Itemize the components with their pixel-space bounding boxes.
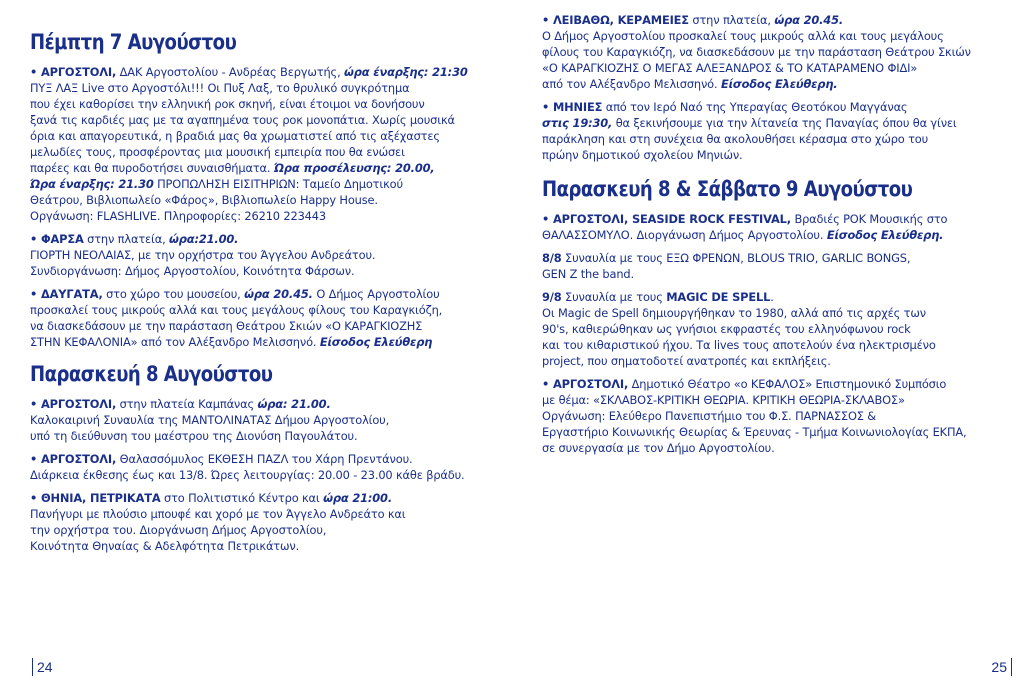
event-text: ΓΙΟΡΤΗ ΝΕΟΛΑΙΑΣ, με την ορχήστρα του Άγγελου Ανδρεάτου.	[30, 248, 376, 262]
event-text: που έχει καθορίσει την ελληνική ροκ σκηνή, είναι έτοιμοι να δονήσουν	[30, 97, 425, 111]
bullet: •	[30, 491, 41, 505]
heading-friday-8-august: Παρασκευή 8 Αυγούστου	[30, 362, 273, 386]
event-place: ΑΡΓΟΣΤΟΛΙ,	[40, 452, 117, 466]
event-time: ώρα:21.00.	[169, 232, 239, 246]
event-argostoli-symposium	[542, 376, 1006, 456]
event-time: στις 19:30,	[542, 116, 613, 130]
event-text: παράκληση και στη συνέχεια θα ακολουθήσει κέρασμα στο χώρο του	[542, 132, 929, 146]
event-text: και του κιθαριστικού ήχου. Τα lives τους αποτελούν ένα ηλεκτρισμένο	[542, 338, 936, 352]
event-place: ΔΑΥΓΑΤΑ,	[40, 287, 103, 301]
free-entry: Είσοδος Ελεύθερη	[319, 335, 433, 349]
event-place: ΦΑΡΣΑ	[40, 232, 84, 246]
bullet: •	[30, 397, 41, 411]
event-date: 8/8	[542, 251, 562, 265]
event-argostoli-puzzle-exhibition	[30, 451, 490, 483]
event-text: Συναυλία με τους ΕΞΩ ΦΡΕΝΩΝ, BLOUS TRIO, GARLIC BONGS,	[561, 251, 911, 265]
event-time: ώρα: 21.00.	[257, 397, 331, 411]
arrival-time: Ώρα προσέλευσης: 20.00,	[273, 161, 435, 175]
bullet: •	[542, 100, 553, 114]
event-text: project, που σηματοδοτεί ανατροπές και εκπλήξεις.	[542, 354, 831, 368]
event-text: υπό τη διεύθυνση του μαέστρου της Διονύση Παγουλάτου.	[30, 429, 358, 443]
page-number-right: 25	[991, 658, 1012, 676]
event-text: φίλους του Καραγκιόζη, να διασκεδάσουν με την παράσταση Θεάτρου Σκιών	[542, 45, 971, 59]
event-text: θα ξεκινήσουμε για την λίτανεία της Παναγίας όπου θα γίνει	[612, 116, 957, 130]
event-seaside-rock-festival	[542, 211, 1006, 243]
event-time: ώρα 20.45.	[774, 13, 844, 27]
event-text: Καλοκαιρινή Συναυλία της ΜΑΝΤΟΛΙΝΑΤΑΣ Δήμου Αργοστολίου,	[30, 413, 390, 427]
event-text: «Ο ΚΑΡΑΓΚΙΟΖΗΣ Ο ΜΕΓΑΣ ΑΛΕΞΑΝΔΡΟΣ & ΤΟ ΚΑΤΑΡΑΜΕΝΟ ΦΙΔΙ»	[542, 61, 918, 75]
event-text: GEN Z the band.	[542, 267, 634, 281]
event-text: με θέμα: «ΣΚΛΑΒΟΣ-ΚΡΙΤΙΚΗ ΘΕΩΡΙΑ. ΚΡΙΤΙΚΗ ΘΕΩΡΙΑ-ΣΚΛΑΒΟΣ»	[542, 393, 905, 407]
free-entry: Είσοδος Ελεύθερη.	[826, 228, 944, 242]
event-place: ΑΡΓΟΣΤΟΛΙ,	[40, 65, 117, 79]
event-text: στην πλατεία Καμπάνας	[116, 397, 258, 411]
event-text: προσκαλεί τους μικρούς αλλά και τους μεγάλους φίλους του Καραγκιόζη,	[30, 303, 443, 317]
event-minies	[542, 99, 1006, 163]
event-date: 9/8	[542, 290, 562, 304]
event-text: Ο Δήμος Αργοστολίου	[312, 287, 440, 301]
heading-friday-saturday-8-9-august: Παρασκευή 8 & Σάββατο 9 Αυγούστου	[542, 177, 913, 201]
bullet: •	[30, 452, 41, 466]
event-text: στο χώρο του μουσείου,	[102, 287, 245, 301]
right-column	[542, 12, 1006, 463]
event-text: στην πλατεία,	[688, 13, 775, 27]
event-text: Ο Δήμος Αργοστολίου προσκαλεί τους μικρούς αλλά και τους μεγάλους	[542, 29, 944, 43]
event-text: στο Πολιτιστικό Κέντρο και	[160, 491, 324, 505]
event-leivatho-kerameies	[542, 12, 1006, 92]
event-text: από τον Ιερό Ναό της Υπεραγίας Θεοτόκου Μαγγάνας	[602, 100, 908, 114]
event-thinia-petrikata	[30, 490, 490, 554]
event-text: Συναυλία με τους	[561, 290, 667, 304]
event-davgata	[30, 286, 490, 350]
bullet: •	[542, 377, 553, 391]
event-place: ΑΡΓΟΣΤΟΛΙ,	[40, 397, 117, 411]
page-number-left: 24	[32, 658, 53, 676]
event-text: Πανήγυρι με πλούσιο μπουφέ και χορό με τον Άγγελο Ανδρεάτο και	[30, 507, 406, 521]
event-text: σε συνεργασία με τον Δήμο Αργοστολίου.	[542, 441, 775, 455]
event-time: ώρα 20.45.	[244, 287, 313, 301]
bullet: •	[30, 65, 41, 79]
event-text: μελωδίες τους, προσφέροντας μια μουσική εμπειρία που θα ενώσει	[30, 145, 405, 159]
event-text: Οργάνωση: FLASHLIVE. Πληροφορίες: 26210 223443	[30, 209, 326, 223]
event-text: Συνδιοργάνωση: Δήμος Αργοστολίου, Κοινότητα Φάρσων.	[30, 264, 355, 278]
event-text: Θαλασσόμυλος ΕΚΘΕΣΗ ΠΑΖΛ του Χάρη Πρεντάνου.	[116, 452, 413, 466]
event-text: Οργάνωση: Ελεύθερο Πανεπιστήμιο του Φ.Σ. ΠΑΡΝΑΣΣΟΣ &	[542, 409, 877, 423]
free-entry: Είσοδος Ελεύθερη.	[720, 77, 838, 91]
event-text: Διάρκεια έκθεσης έως και 13/8. Ώρες λειτουργίας: 20.00 - 23.00 κάθε βράδυ.	[30, 468, 465, 482]
bullet: •	[30, 232, 41, 246]
event-text: Εργαστήριο Κοινωνικής Θεωρίας & Έρευνας - Τμήμα Κοινωνιολογίας ΕΚΠΑ,	[542, 425, 967, 439]
event-text: στην πλατεία,	[83, 232, 170, 246]
event-time: ώρα έναρξης: 21:30	[344, 65, 468, 79]
event-place: ΜΗΝΙΕΣ	[552, 100, 603, 114]
event-text: Οι Magic de Spell δημιουργήθηκαν το 1980, αλλά από τις αρχές των	[542, 306, 926, 320]
event-text: Θεάτρου, Βιβλιοπωλείο «Φάρος», Βιβλιοπωλείο Happy House.	[30, 193, 378, 207]
event-text: ΠΡΟΠΩΛΗΣΗ ΕΙΣΙΤΗΡΙΩΝ: Ταμείο Δημοτικού	[153, 177, 403, 191]
event-text: Δημοτικό Θέατρο «ο ΚΕΦΑΛΟΣ» Επιστημονικό Συμπόσιο	[628, 377, 947, 391]
event-farsa	[30, 231, 490, 279]
event-text: ΔΑΚ Αργοστολίου - Ανδρέας Βεργωτής,	[116, 65, 345, 79]
event-concert-9-8	[542, 289, 1006, 369]
event-text: 90's, καθιερώθηκαν ως γνήσιοι εκφραστές του ελληνόφωνου rock	[542, 322, 911, 336]
event-text: παρέες και θα πυροδοτήσει συναισθήματα.	[30, 161, 274, 175]
event-place: ΑΡΓΟΣΤΟΛΙ, SEASIDE ROCK FESTIVAL,	[552, 212, 791, 226]
event-text: όρια και απαγορευτικά, η βραδιά μας θα χρωματιστεί από τις αξέχαστες	[30, 129, 440, 143]
event-place: ΘΗΝΙΑ, ΠΕΤΡΙΚΑΤΑ	[40, 491, 161, 505]
event-text: .	[770, 290, 774, 304]
event-text: ξανά τις καρδιές μας με τα αγαπημένα τους ροκ μονοπάτια. Χωρίς μουσικά	[30, 113, 455, 127]
right-page	[512, 0, 1024, 682]
bullet: •	[30, 287, 41, 301]
event-text: ΘΑΛΑΣΣΟΜΥΛΟ. Διοργάνωση Δήμος Αργοστολίου.	[542, 228, 827, 242]
left-column	[30, 30, 490, 561]
event-argostoli-mantolinata	[30, 396, 490, 444]
event-text: Βραδιές ΡΟΚ Μουσικής στο	[790, 212, 948, 226]
band-name: MAGIC DE SPELL	[666, 290, 771, 304]
event-text: ΣΤΗΝ ΚΕΦΑΛΟΝΙΑ» από τον Αλέξανδρο Μελισσηνό.	[30, 335, 320, 349]
event-concert-8-8	[542, 250, 1006, 282]
event-text: την ορχήστρα του. Διοργάνωση Δήμος Αργοστολίου,	[30, 523, 327, 537]
event-place: ΛΕΙΒΑΘΩ, ΚΕΡΑΜΕΙΕΣ	[552, 13, 689, 27]
event-text: να διασκεδάσουν με την παράσταση Θεάτρου Σκιών «Ο ΚΑΡΑΓΚΙΟΖΗΣ	[30, 319, 423, 333]
event-argostoli-pyx-lax	[30, 64, 490, 224]
heading-thursday-7-august: Πέμπτη 7 Αυγούστου	[30, 30, 237, 54]
bullet: •	[542, 212, 553, 226]
event-text: από τον Αλέξανδρο Μελισσηνό.	[542, 77, 721, 91]
event-text: Κοινότητα Θηναίας & Αδελφότητα Πετρικάτων.	[30, 539, 300, 553]
event-text: πρώην δημοτικού σχολείου Μηνιών.	[542, 148, 743, 162]
start-time: Ώρα έναρξης: 21.30	[30, 177, 154, 191]
event-time: ώρα 21:00.	[323, 491, 393, 505]
bullet: •	[542, 13, 553, 27]
event-place: ΑΡΓΟΣΤΟΛΙ,	[552, 377, 629, 391]
event-text: ΠΥΞ ΛΑΞ Live στο Αργοστόλι!!! Οι Πυξ Λαξ, το θρυλικό συγκρότημα	[30, 81, 410, 95]
